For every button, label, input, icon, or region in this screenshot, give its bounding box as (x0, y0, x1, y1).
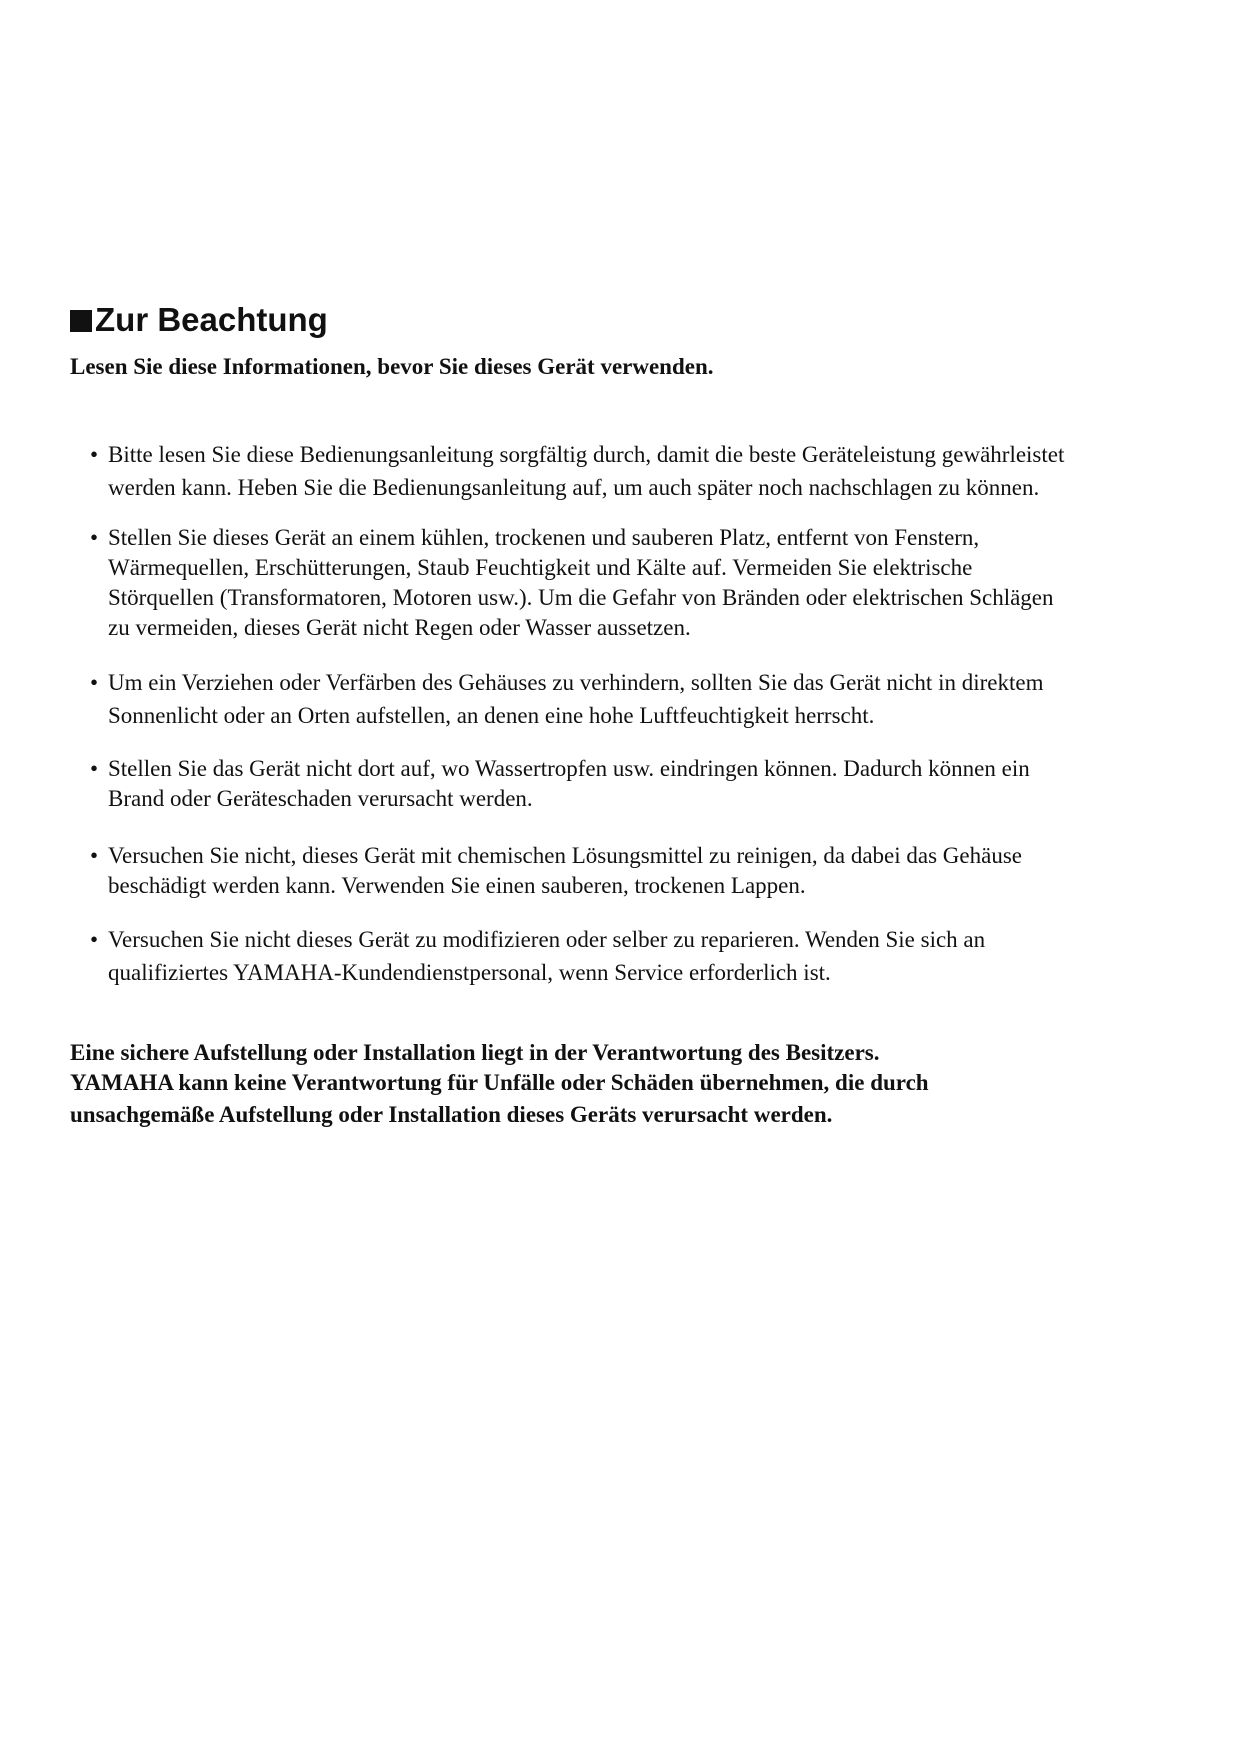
notice-item (88, 923, 1168, 989)
bullet-icon: • (90, 670, 99, 695)
notice-item (88, 754, 1168, 814)
notice-item (88, 523, 1168, 643)
bullet-icon: • (90, 442, 99, 467)
notice-line: Versuchen Sie nicht dieses Gerät zu modifizieren oder selber zu reparieren. Wenden Sie sich an (108, 927, 986, 952)
notice-item (88, 438, 1168, 504)
black-square-icon (70, 310, 92, 332)
bullet-icon: • (90, 927, 99, 952)
notice-line: Stellen Sie das Gerät nicht dort auf, wo Wassertropfen usw. eindringen können. Dadurch können ein (108, 756, 1030, 781)
notice-line: Bitte lesen Sie diese Bedienungsanleitung sorgfältig durch, damit die beste Geräteleistung gewährleistet (108, 442, 1065, 467)
notice-line: Störquellen (Transformatoren, Motoren usw.). Um die Gefahr von Bränden oder elektrischen Schlägen (108, 585, 1054, 610)
bullet-icon: • (90, 525, 99, 550)
notice-item (88, 841, 1168, 901)
notice-line: qualifiziertes YAMAHA-Kundendienstpersonal, wenn Service erforderlich ist. (108, 960, 831, 985)
closing-statement (70, 1038, 929, 1131)
notice-item (88, 666, 1168, 732)
notice-line: werden kann. Heben Sie die Bedienungsanleitung auf, um auch später noch nachschlagen zu können. (108, 475, 1040, 500)
notice-line: zu vermeiden, dieses Gerät nicht Regen oder Wasser aussetzen. (108, 615, 691, 640)
notice-line: beschädigt werden kann. Verwenden Sie einen sauberen, trockenen Lappen. (108, 873, 806, 898)
notice-line: Um ein Verziehen oder Verfärben des Gehäuses zu verhindern, sollten Sie das Gerät nicht in direktem (108, 670, 1044, 695)
notice-line: Brand oder Geräteschaden verursacht werden. (108, 786, 533, 811)
section-heading (70, 300, 328, 340)
section-title: Zur Beachtung (95, 301, 328, 338)
notice-line: Versuchen Sie nicht, dieses Gerät mit chemischen Lösungsmittel zu reinigen, da dabei das Gehäuse (108, 843, 1022, 868)
bullet-icon: • (90, 843, 99, 868)
intro-text: Lesen Sie diese Informationen, bevor Sie dieses Gerät verwenden. (70, 354, 714, 379)
bullet-icon: • (90, 756, 99, 781)
closing-line: Eine sichere Aufstellung oder Installation liegt in der Verantwortung des Besitzers. (70, 1040, 880, 1065)
closing-line: unsachgemäße Aufstellung oder Installation dieses Geräts verursacht werden. (70, 1102, 833, 1127)
notice-line: Stellen Sie dieses Gerät an einem kühlen, trockenen und sauberen Platz, entfernt von Fenstern, (108, 525, 980, 550)
notice-line: Wärmequellen, Erschütterungen, Staub Feuchtigkeit und Kälte auf. Vermeiden Sie elektrische (108, 555, 973, 580)
closing-line: YAMAHA kann keine Verantwortung für Unfälle oder Schäden übernehmen, die durch (70, 1070, 929, 1095)
notice-line: Sonnenlicht oder an Orten aufstellen, an denen eine hohe Luftfeuchtigkeit herrscht. (108, 703, 875, 728)
